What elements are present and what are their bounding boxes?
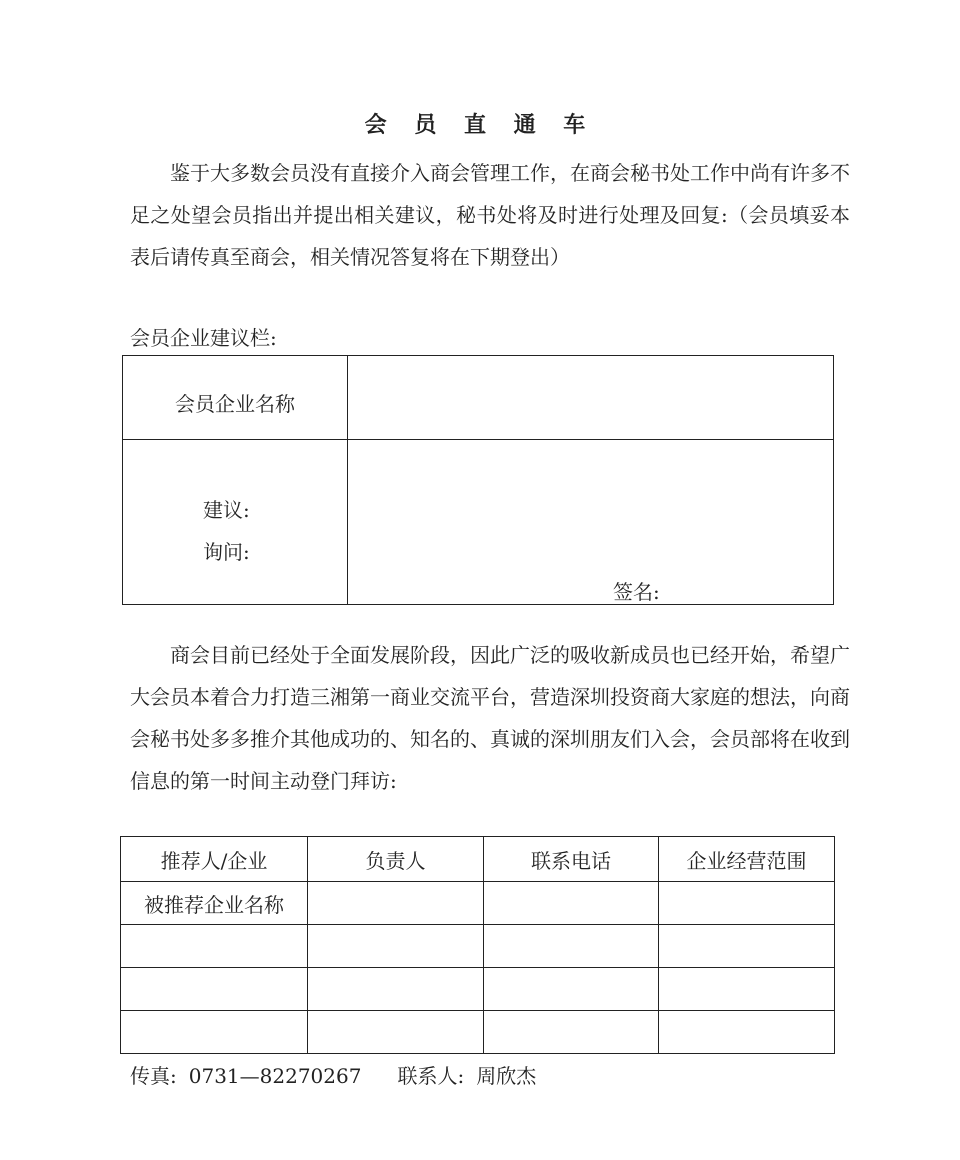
header-referrer: 推荐人/企业 <box>121 837 308 882</box>
table-cell[interactable] <box>484 882 659 925</box>
header-phone: 联系电话 <box>484 837 659 882</box>
company-name-label: 会员企业名称 <box>175 392 295 416</box>
fax-number: 0731—82270267 <box>188 1064 362 1088</box>
referred-company-label: 被推荐企业名称 <box>121 882 308 925</box>
page-title: 会 员 直 通 车 <box>364 112 596 138</box>
table-cell[interactable] <box>308 882 484 925</box>
table-cell[interactable] <box>121 968 308 1011</box>
table-cell[interactable] <box>659 925 835 968</box>
table-row <box>121 882 835 925</box>
signature-label: 签名: <box>613 580 660 604</box>
table-divider-horizontal <box>123 439 833 440</box>
table-cell[interactable] <box>308 925 484 968</box>
table-row <box>121 925 835 968</box>
table-cell[interactable] <box>308 968 484 1011</box>
table-row <box>121 968 835 1011</box>
intro-paragraph: 鉴于大多数会员没有直接介入商会管理工作，在商会秘书处工作中尚有许多不足之处望会员指出并提出相关建议，秘书处将及时进行处理及回复:（会员填妥本表后请传真至商会，相关情况答复将在下期登出） <box>130 161 850 269</box>
table-cell[interactable] <box>659 882 835 925</box>
table-cell[interactable] <box>308 1011 484 1054</box>
table-cell[interactable] <box>484 925 659 968</box>
suggestion-table <box>122 355 834 605</box>
header-person-in-charge: 负责人 <box>308 837 484 882</box>
table-divider-vertical <box>347 356 348 604</box>
table-cell[interactable] <box>121 1011 308 1054</box>
header-business-scope: 企业经营范围 <box>659 837 835 882</box>
suggestion-section-label: 会员企业建议栏: <box>130 326 277 350</box>
suggestion-label: 建议: <box>203 498 250 522</box>
table-cell[interactable] <box>484 968 659 1011</box>
fax-label: 传真: <box>130 1064 177 1088</box>
referral-paragraph: 商会目前已经处于全面发展阶段，因此广泛的吸收新成员也已经开始，希望广大会员本着合力打造三湘第一商业交流平台，营造深圳投资商大家庭的想法，向商会秘书处多多推介其他成功的、知名的、真诚的深圳朋友们入会，会员部将在收到信息的第一时间主动登门拜访: <box>130 643 850 793</box>
table-header-row <box>121 837 835 882</box>
table-cell[interactable] <box>121 925 308 968</box>
table-row <box>121 1011 835 1054</box>
table-cell[interactable] <box>659 1011 835 1054</box>
table-cell[interactable] <box>659 968 835 1011</box>
contact-name: 周欣杰 <box>476 1064 537 1088</box>
inquiry-label: 询问: <box>203 540 250 564</box>
contact-footer <box>130 1060 548 1089</box>
table-cell[interactable] <box>484 1011 659 1054</box>
contact-label: 联系人: <box>397 1064 465 1088</box>
referral-table <box>120 836 835 1054</box>
